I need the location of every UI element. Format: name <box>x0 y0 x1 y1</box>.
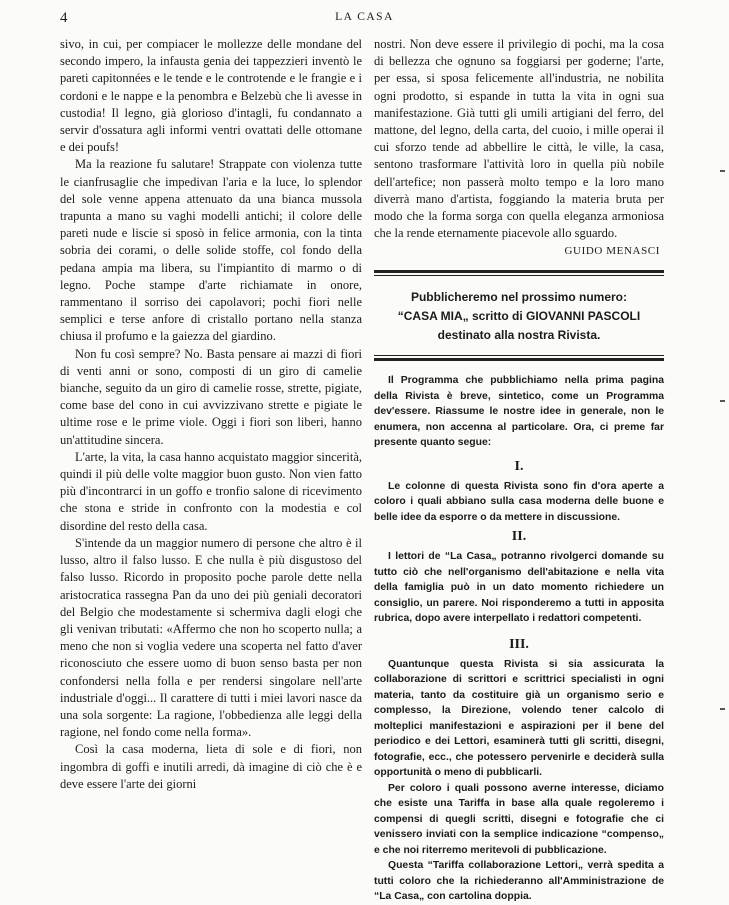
divider-rule <box>374 358 664 361</box>
divider-rule <box>374 270 664 273</box>
announcement-line: destinato alla nostra Rivista. <box>437 328 601 343</box>
divider-rule <box>374 355 664 356</box>
announcement-line: “CASA MIA„ scritto di GIOVANNI PASCOLI <box>397 309 641 324</box>
section-text: Questa “Tariffa collaborazione Lettori„ verrà spedita a tutti coloro che la richiederanno all'Amministrazione de “La Casa„ con cartolina doppia. <box>374 860 664 903</box>
right-column <box>374 36 664 905</box>
program-intro: Il Programma che pubblichiamo nella prima pagina della Rivista è breve, sintetico, come un Programma dev'essere. Riassume le nostre idee in generale, non le enumera, non accenna al particolare. Ora, ci preme far presente quanto segue: <box>374 375 664 449</box>
article-paragraph: L'arte, la vita, la casa hanno acquistato maggior sincerità, quindi il più delle volte maggior buon gusto. Non vien fatto più d'incontrarci in un goffo e tronfio salone di ricevimento che stona e stride in confronto con la modestia e col disordine del resto della casa. <box>60 449 362 533</box>
article-continuation: nostri. Non deve essere il privilegio di pochi, ma la cosa di bellezza che ognuno sa foggiarsi per goderne; l'arte, per essa, si sposa felicemente all'industria, ne nobilita ogni prodotto, si espande in tutta la vita in ogni sua manifestazione. Già tutti gli umili artigiani del ferro, del mattone, del legno, della carta, del cuoio, i mille operai il cui sforzo tende ad abbellire le città, le ville, la casa, sentono trasformare l'attività loro in quella più nobile dell'artefice; non passerà molto tempo e la loro mano diverrà mano d'artista, foggiando la materia bruta per modo che la forma sorga con quella eleganza armoniosa che la rende eternamente piacevole allo sguardo. <box>374 37 664 241</box>
program-notice <box>374 373 664 905</box>
article-paragraph: S'intende da un maggior numero di persone che altro è il lusso, altro il falso lusso. E che nulla è più disgustoso del falso lusso. Ricordo in proposito poche parole dette nella aristocratica rassegna Pan da uno dei più geniali decoratori del Belgio che modestamente si schermiva dagli elogi che gli venivan tributati: «Affermo che non ho scoperto nulla; a meno che non si voglia vedere una scoperta nel fatto d'aver riconosciuto che essere uomo di buon senso basta per non confondersi nella folla e per rendersi singolare nell'arte industriale d'oggi... Il carattere di tutti i miei lavori nasce da una sola sorgente: La ragione, l'obbedienza alle leggi della ragione, nel fondo come nella forma». <box>60 535 362 740</box>
scan-edge-mark <box>720 400 725 402</box>
page-number: 4 <box>60 10 68 26</box>
section-number: III. <box>509 636 529 652</box>
article-paragraph: sivo, in cui, per compiacer le mollezze delle mondane del secondo impero, la infausta genia dei tappezzieri inventò le pareti capitonnées e le tende e le controtende e le frangie e i cordoni e le nappe e la penombra e Belzebù che li avesse in custodia! Il legno, già glorioso d'intagli, fu condannato a servir d'ossatura agli informi ventri ovattati delle ottomane e dei poufs! <box>60 37 362 155</box>
article-author: GUIDO MENASCI <box>564 245 660 258</box>
section-number: II. <box>511 529 527 545</box>
article-paragraph: Ma la reazione fu salutare! Strappate con violenza tutte le cianfrusaglie che impedivan l'aria e la luce, lo splendor del sole venne appena attenuato da una bianca mussola trapunta a mano su vaghi modelli antichi; il colore delle pareti nude e liscie si sposò in felice armonia, con la tinta sobria dei corami, o delle solide stoffe, col fondo della pedana ampia ma libera, su l'impiantito di marmo o di legno. Poche stampe d'arte richiamate in onore, rammentano il sorriso dei capolavori; pochi fiori nelle semplici e terse anfore di cristallo portano nella stanza chiusa il profumo e la gaiezza del giardino. <box>60 157 362 344</box>
article-paragraph: Così la casa moderna, lieta di sole e di fiori, non ingombra di goffi e inutili arredi, dà imagine di ciò che è e deve essere l'arte dei giorni <box>60 742 362 791</box>
section-text: Le colonne di questa Rivista sono fin d'ora aperte a coloro i quali abbiano sulla casa moderna delle buone e belle idee da esporre o da mettere in discussione. <box>374 480 664 523</box>
scan-edge-mark <box>720 708 725 710</box>
section-text: Quantunque questa Rivista si sia assicurata la collaborazione di scrittori e scrittrici specialisti in ogni materia, tanto da costituire già un organismo serio e complesso, la Direzione, volendo tener calcolo di molteplici manifestazioni e aspirazioni per il bene del periodico e dei Lettori, esaminerà tutti gli scritti, disegni, fotografie, ecc., che potessero pervenirle e deciderà sulla opportunità o meno di pubblicarli. <box>374 658 664 779</box>
article-paragraph: Non fu così sempre? No. Basta pensare ai mazzi di fiori di venti anni or sono, composti di un giro di camelie bianche, seguito da un giro di camelie rosse, strette, pigiate, come base del cono in cui avvizzivano strette e pigiate le ultime rose e le prime viole. Oggi i fiori son liberi, hanno un'attitudine sincera. <box>60 346 362 447</box>
section-number: I. <box>514 458 524 474</box>
announcement-box <box>374 276 664 353</box>
section-text: Per coloro i quali possono averne interesse, diciamo che esiste una Tariffa in base alla quale regoleremo i compensi di quegli scritti, disegni e fotografie che ci venissero inviati con la semplice indicazione “compenso„ e che noi riterremo meritevoli di pubblicazione. <box>374 782 664 856</box>
running-title: LA CASA <box>335 11 394 23</box>
scan-edge-mark <box>720 170 725 172</box>
announcement-line: Pubblicheremo nel prossimo numero: <box>410 290 628 305</box>
left-column <box>60 36 362 793</box>
section-text: I lettori de “La Casa„ potranno rivolgerci domande su tutto ciò che nell'organismo dell'abitazione e nella vita della famiglia può in un dato momento richiedere un consiglio, un parere. Noi risponderemo a tutti in apposita rubrica, dopo avere interpellato i redattori competenti. <box>374 551 664 625</box>
